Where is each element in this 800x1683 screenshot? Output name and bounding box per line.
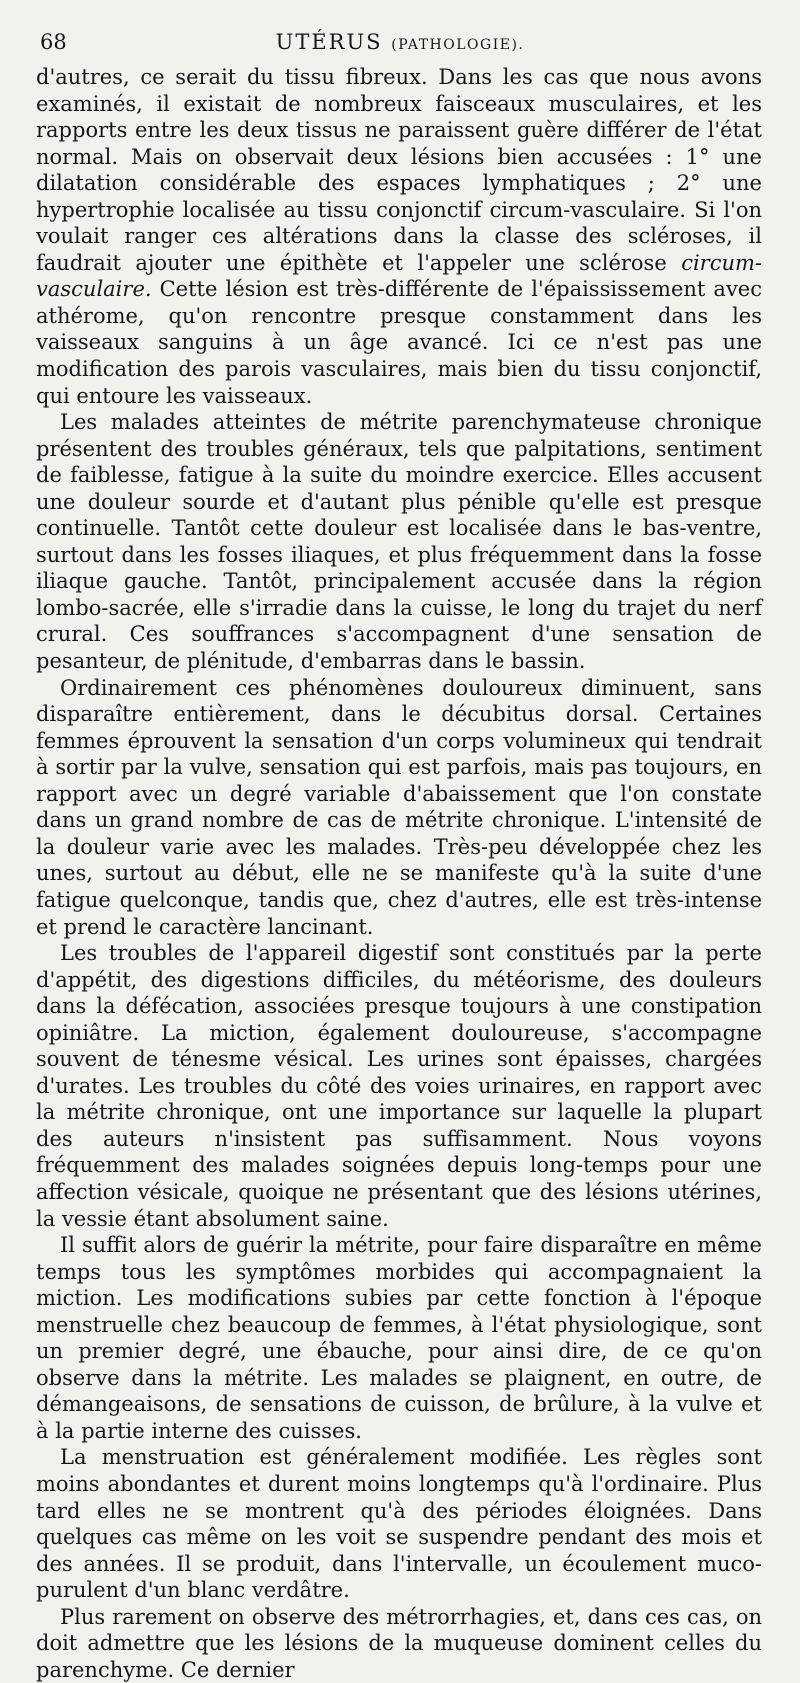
running-title <box>40 30 760 54</box>
page-number: 68 <box>40 30 67 54</box>
paragraph: La menstruation est généralement modifiée. Les règles sont moins abondantes et durent moins longtemps qu'à l'ordinaire. Plus tard elles ne se montrent qu'à des périodes éloignées. Dans quelques cas même on les voit se suspendre pendant des mois et des années. Il se produit, dans l'intervalle, un écoulement muco-purulent d'un blanc verdâtre. <box>36 1445 762 1603</box>
paragraph-continuation <box>36 64 762 409</box>
paragraph: Les troubles de l'appareil digestif sont constitués par la perte d'appétit, des digestions difficiles, du météorisme, des douleurs dans la défécation, associées presque toujours à une constipation opiniâtre. La miction, également douloureuse, s'accompagne souvent de ténesme vésical. Les urines sont épaisses, chargées d'urates. Les troubles du côté des voies urinaires, en rapport avec la métrite chronique, ont une importance sur laquelle la plupart des auteurs n'insistent pas suffisamment. Nous voyons fréquemment des malades soignées depuis long-temps pour une affection vésicale, quoique ne présentant que des lésions utérines, la vessie étant absolument saine. <box>36 941 762 1231</box>
paragraph-text: d'autres, ce serait du tissu fibreux. Dans les cas que nous avons examinés, il existait de nombreux faisceaux musculaires, et les rapports entre les deux tissus ne paraissent guère différer de l'état normal. Mais on observait deux lésions bien accusées : 1° une dilatation considérable des espaces lymphatiques ; 2° une hypertrophie localisée au tissu conjonctif circum-vasculaire. Si l'on voulait ranger ces altérations dans la classe des scléroses, il faudrait ajouter une épithète et l'appeler une sclérose <box>36 65 762 275</box>
italic-term: circum-vasculaire. <box>36 250 762 302</box>
page-header <box>40 26 760 60</box>
paragraph-text: Cette lésion est très-différente de l'épaississement avec athérome, qu'on rencontre presque constamment dans les vaisseaux sanguins à un âge avancé. Ici ce n'est pas une modification des parois vasculaires, mais bien du tissu conjonctif, qui entoure les vaisseaux. <box>36 277 762 408</box>
running-title-main: UTÉRUS <box>275 30 383 54</box>
paragraph: Ordinairement ces phénomènes douloureux diminuent, sans disparaître entièrement, dans le décubitus dorsal. Certaines femmes éprouvent la sensation d'un corps volumineux qui tendrait à sortir par la vulve, sensation qui est parfois, mais pas toujours, en rapport avec un degré variable d'abaissement que l'on constate dans un grand nombre de cas de métrite chronique. L'intensité de la douleur varie avec les malades. Très-peu développée chez les unes, surtout au début, elle ne se manifeste qu'à la suite d'une fatigue quelconque, tandis que, chez d'autres, elle est très-intense et prend le caractère lancinant. <box>36 675 762 939</box>
paragraph: Les malades atteintes de métrite parenchymateuse chronique présentent des troubles généraux, tels que palpitations, sentiment de faiblesse, fatigue à la suite du moindre exercice. Elles accusent une douleur sourde et d'autant plus pénible qu'elle est presque continuelle. Tantôt cette douleur est localisée dans le bas-ventre, surtout dans les fosses iliaques, et plus fréquemment dans la fosse iliaque gauche. Tantôt, principalement accusée dans la région lombo-sacrée, elle s'irradie dans la cuisse, le long du trajet du nerf crural. Ces souffrances s'accompagnent d'une sensation de pesanteur, de plénitude, d'embarras dans le bassin. <box>36 410 762 674</box>
running-title-sub: (PATHOLOGIE). <box>391 37 525 53</box>
body-text <box>36 64 762 1683</box>
paragraph: Il suffit alors de guérir la métrite, pour faire disparaître en même temps tous les symptômes morbides qui accompagnaient la miction. Les modifications subies par cette fonction à l'époque menstruelle chez beaucoup de femmes, à l'état physiologique, sont un premier degré, une ébauche, pour ainsi dire, de ce qu'on observe dans la métrite. Les malades se plaignent, en outre, de démangeaisons, de sensations de cuisson, de brûlure, à la vulve et à la partie interne des cuisses. <box>36 1233 762 1443</box>
paragraph: Plus rarement on observe des métrorrhagies, et, dans ces cas, on doit admettre que les lésions de la muqueuse dominent celles du parenchyme. Ce dernier <box>36 1604 762 1682</box>
